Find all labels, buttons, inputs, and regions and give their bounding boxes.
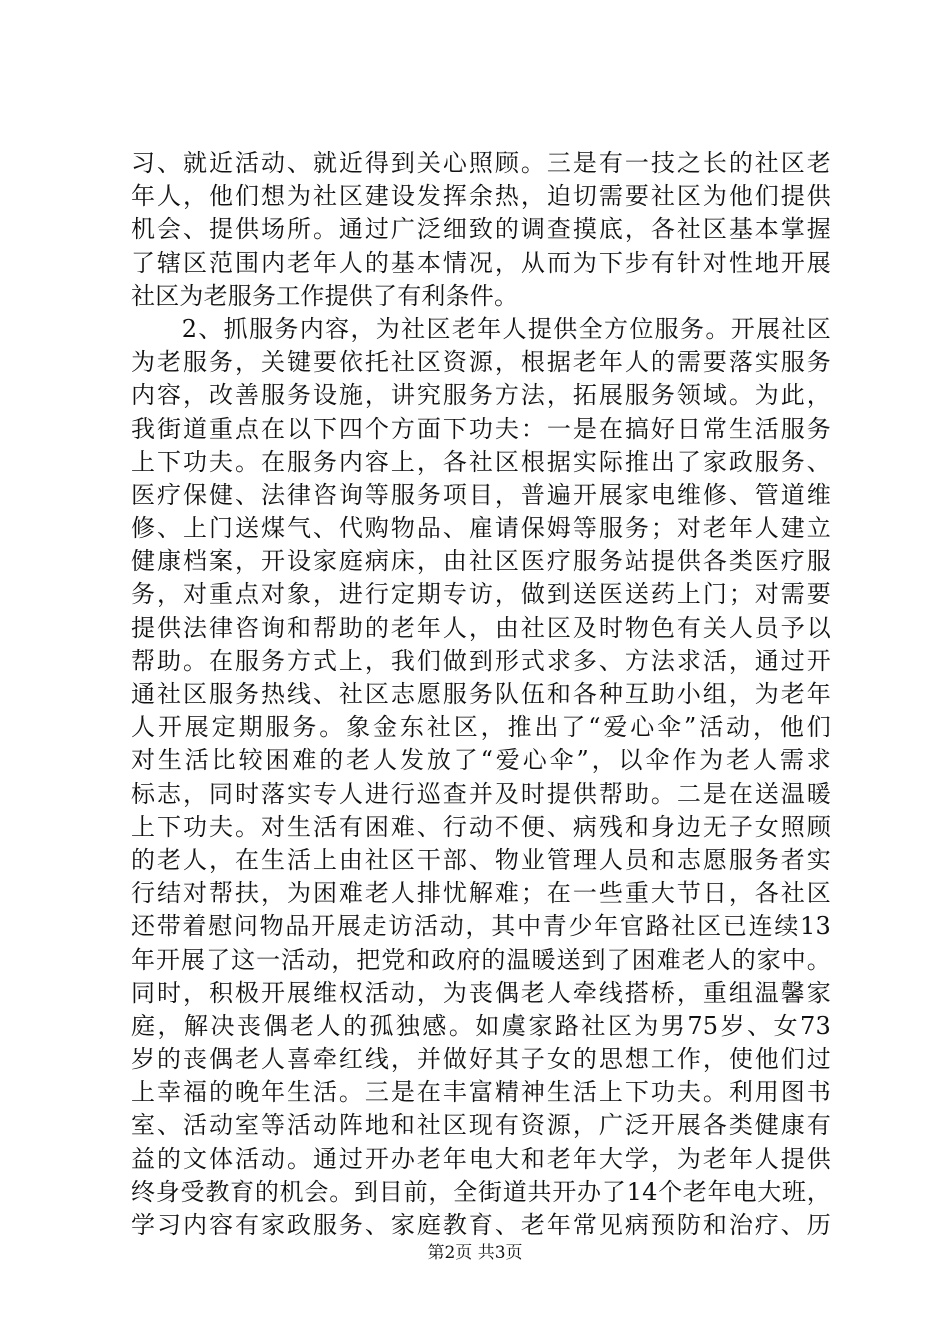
text-line: 上下功夫。在服务内容上，各社区根据实际推出了家政服务、	[131, 447, 831, 476]
text-line: 医疗保健、法律咨询等服务项目，普遍开展家电维修、管道维	[131, 480, 831, 509]
text-line: 学习内容有家政服务、家庭教育、老年常见病预防和治疗、历	[131, 1211, 831, 1239]
text-line: 务，对重点对象，进行定期专访，做到送医送药上门；对需要	[131, 580, 831, 609]
text-line: 同时，积极开展维权活动，为丧偶老人牵线搭桥，重组温馨家	[131, 978, 831, 1007]
text-line: 提供法律咨询和帮助的老年人，由社区及时物色有关人员予以	[131, 613, 831, 642]
text-line: 2、抓服务内容，为社区老年人提供全方位服务。开展社区	[131, 314, 831, 343]
text-line: 通社区服务热线、社区志愿服务队伍和各种互助小组，为老年	[131, 680, 831, 708]
text-line: 对生活比较困难的老人发放了“爱心伞”，以伞作为老人需求	[131, 746, 831, 775]
text-line: 终身受教育的机会。到目前，全街道共开办了14个老年电大班，	[131, 1177, 831, 1206]
text-line: 社区为老服务工作提供了有利条件。	[131, 281, 519, 310]
text-line: 上幸福的晚年生活。三是在丰富精神生活上下功夫。利用图书	[131, 1078, 831, 1107]
document-body	[131, 147, 831, 1242]
page-footer: 第2页 共3页	[427, 1243, 523, 1263]
text-line: 标志，同时落实专人进行巡查并及时提供帮助。二是在送温暖	[131, 779, 831, 808]
text-line: 人开展定期服务。象金东社区，推出了“爱心伞”活动，他们	[131, 713, 831, 742]
text-line: 内容，改善服务设施，讲究服务方法，拓展服务领域。为此，	[131, 381, 831, 410]
text-line: 年人，他们想为社区建设发挥余热，迫切需要社区为他们提供	[131, 182, 831, 211]
text-line: 岁的丧偶老人喜牵红线，并做好其子女的思想工作，使他们过	[131, 1045, 831, 1074]
text-line: 庭，解决丧偶老人的孤独感。如虞家路社区为男75岁、女73	[131, 1011, 831, 1040]
text-line: 益的文体活动。通过开办老年电大和老年大学，为老年人提供	[131, 1144, 831, 1173]
text-line: 年开展了这一活动，把党和政府的温暖送到了困难老人的家中。	[131, 945, 831, 974]
text-line: 修、上门送煤气、代购物品、雇请保姆等服务；对老年人建立	[131, 514, 831, 543]
text-line: 了辖区范围内老年人的基本情况，从而为下步有针对性地开展	[131, 248, 831, 277]
text-line: 机会、提供场所。通过广泛细致的调查摸底，各社区基本掌握	[131, 215, 831, 244]
text-line: 习、就近活动、就近得到关心照顾。三是有一技之长的社区老	[131, 149, 831, 177]
text-line: 还带着慰问物品开展走访活动，其中青少年官路社区已连续13	[131, 912, 831, 941]
text-line: 我街道重点在以下四个方面下功夫：一是在搞好日常生活服务	[131, 414, 831, 443]
text-line: 健康档案，开设家庭病床，由社区医疗服务站提供各类医疗服	[131, 547, 831, 576]
text-line: 行结对帮扶，为困难老人排忧解难；在一些重大节日，各社区	[131, 879, 831, 908]
text-line: 帮助。在服务方式上，我们做到形式求多、方法求活，通过开	[131, 646, 831, 675]
text-line: 室、活动室等活动阵地和社区现有资源，广泛开展各类健康有	[131, 1111, 831, 1140]
text-line: 为老服务，关键要依托社区资源，根据老年人的需要落实服务	[131, 348, 831, 377]
text-line: 上下功夫。对生活有困难、行动不便、病残和身边无子女照顾	[131, 812, 831, 841]
text-line: 的老人，在生活上由社区干部、物业管理人员和志愿服务者实	[131, 845, 831, 874]
